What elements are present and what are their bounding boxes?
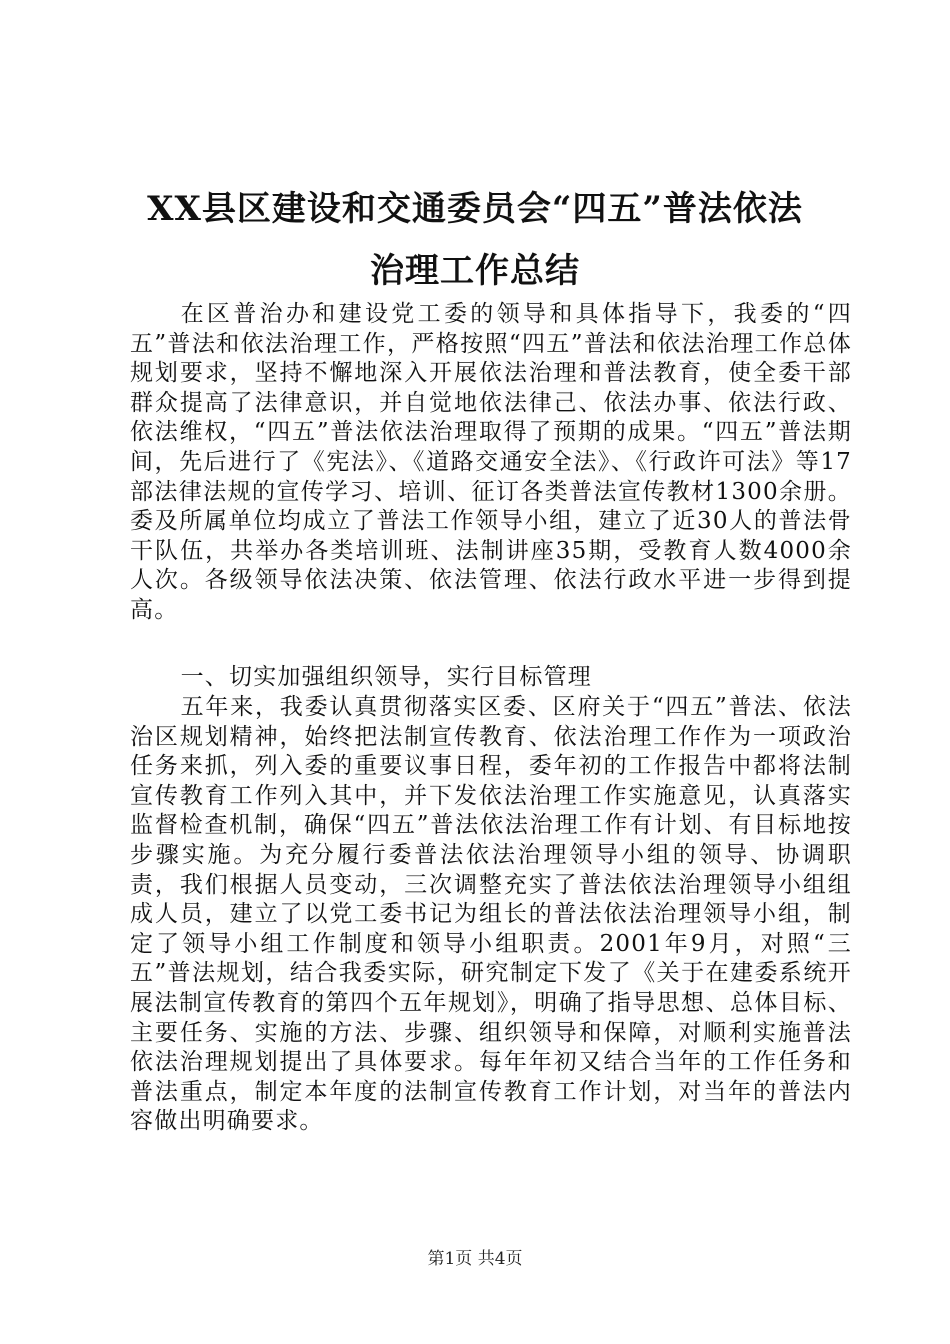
body-paragraph-2: 五年来，我委认真贯彻落实区委、区府关于“四五”普法、依法治区规划精神，始终把法制宣传教育、依法治理工作作为一项政治任务来抓，列入委的重要议事日程，委年初的工作报告中都将法制宣传教育工作列入其中，并下发依法治理工作实施意见，认真落实监督检查机制，确保“四五”普法依法治理工作有计划、有目标地按步骤实施。为充分履行委普法依法治理领导小组的领导、协调职责，我们根据人员变动，三次调整充实了普法依法治理领导小组组成人员，建立了以党工委书记为组长的普法依法治理领导小组，制定了领导小组工作制度和领导小组职责。2001年9月，对照“三五”普法规划，结合我委实际，研究制定下发了《关于在建委系统开展法制宣传教育的第四个五年规划》，明确了指导思想、总体目标、主要任务、实施的方法、步骤、组织领导和保障，对顺利实施普法依法治理规划提出了具体要求。每年年初又结合当年的工作任务和普法重点，制定本年度的法制宣传教育工作计划，对当年的普法内容做出明确要求。 bbox=[130, 694, 852, 1135]
page-number-indicator: 第1页 共4页 bbox=[427, 1249, 523, 1269]
section-heading-1: 一、切实加强组织领导，实行目标管理 bbox=[180, 664, 592, 690]
document-title-line-2: 治理工作总结 bbox=[370, 251, 580, 291]
document-title-line-1: XX县区建设和交通委员会“四五”普法依法 bbox=[147, 189, 803, 229]
page-footer bbox=[0, 1244, 950, 1269]
body-paragraph-1: 在区普治办和建设党工委的领导和具体指导下，我委的“四五”普法和依法治理工作，严格按照“四五”普法和依法治理工作总体规划要求，坚持不懈地深入开展依法治理和普法教育，使全委干部群众提高了法律意识，并自觉地依法律己、依法办事、依法行政、依法维权，“四五”普法依法治理取得了预期的成果。“四五”普法期间，先后进行了《宪法》、《道路交通安全法》、《行政许可法》等17部法律法规的宣传学习、培训、征订各类普法宣传教材1300余册。委及所属单位均成立了普法工作领导小组，建立了近30人的普法骨干队伍，共举办各类培训班、法制讲座35期，受教育人数4000余人次。各级领导依法决策、依法管理、依法行政水平进一步得到提高。 bbox=[130, 301, 852, 623]
